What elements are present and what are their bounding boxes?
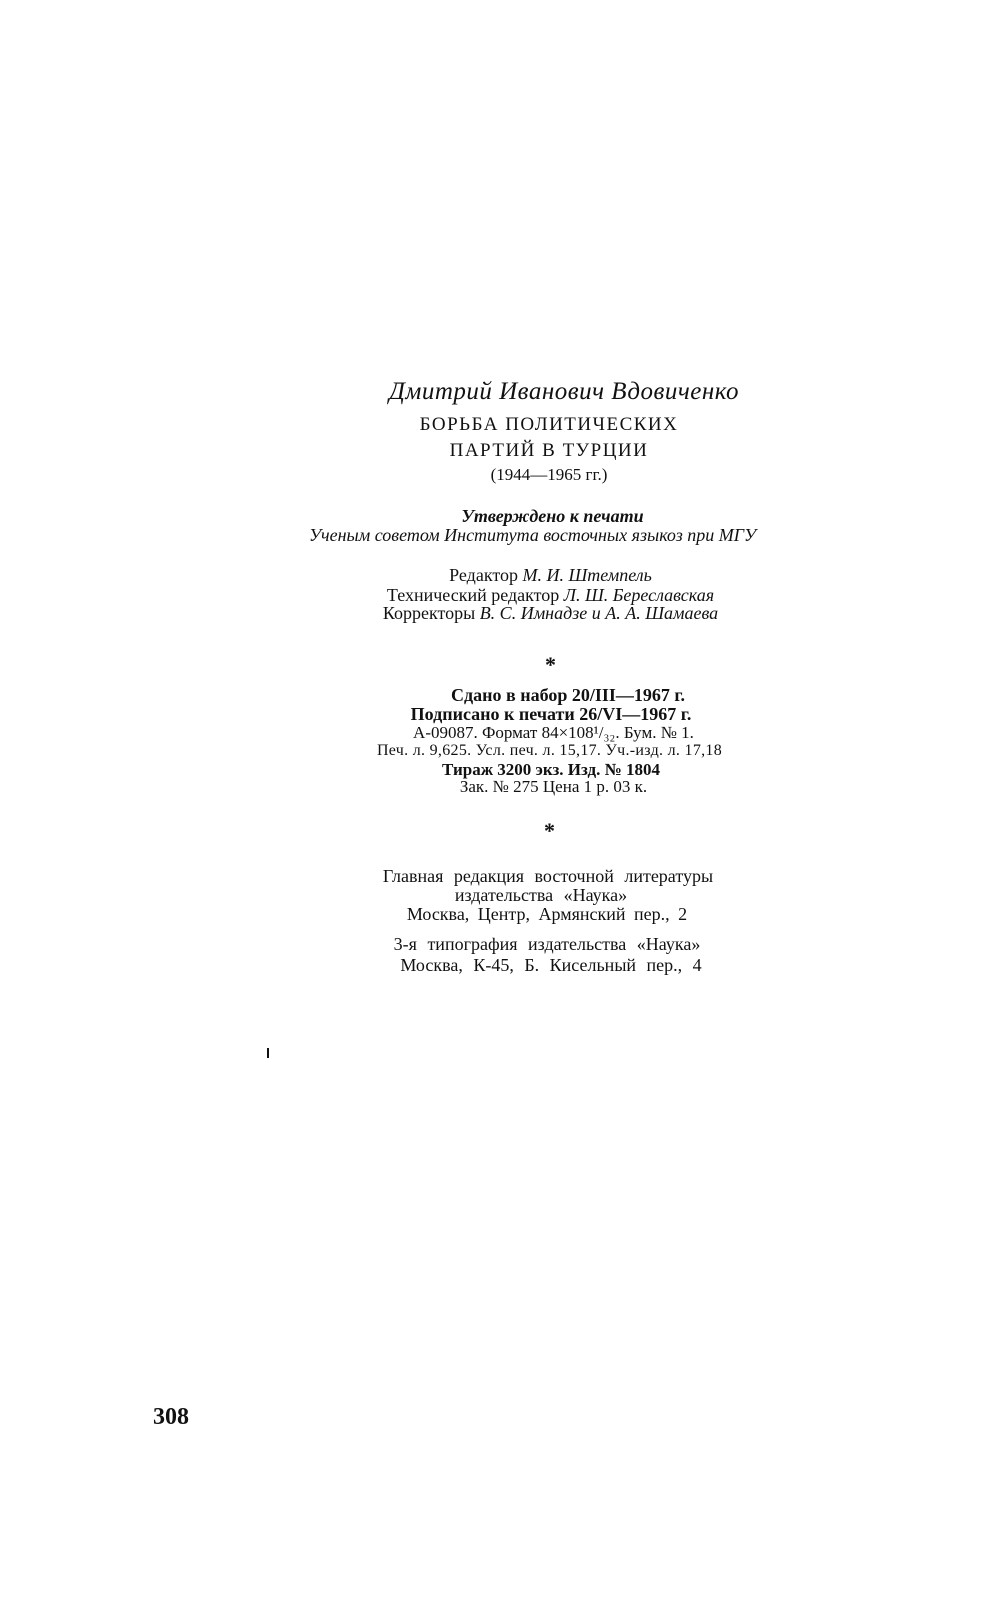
imprint-line-6-text: Зак. № 275 Цена 1 р. 03 к. (459, 777, 648, 796)
imprint-line-3-text: А-09087. Формат 84×108¹/₃₂. Бум. № 1. (413, 723, 694, 742)
imprint-line-2-text: Подписано к печати 26/VI—1967 г. (410, 704, 692, 724)
separator-asterisk: * (544, 818, 555, 843)
book-years (0, 466, 1006, 483)
imprint-line-5 (0, 761, 1006, 778)
proofreaders-names: В. С. Имнадзе и А. А. Шамаева (479, 603, 719, 623)
author-name (0, 379, 1006, 404)
book-title-line-1 (0, 415, 1006, 434)
imprint-line-1-text: Сдано в набор 20/III—1967 г. (451, 685, 685, 705)
imprint-line-2 (0, 705, 1006, 723)
tech-editor-label: Технический редактор (386, 585, 560, 605)
title-line-2-text: ПАРТИЙ В ТУРЦИИ (449, 440, 649, 461)
printer-line-2-text: Москва, К-45, Б. Кисельный пер., 4 (400, 955, 702, 975)
printer-line-2 (0, 956, 1006, 974)
approval-line-2 (0, 526, 1006, 544)
imprint-line-6 (0, 778, 1006, 795)
approval-line-1 (0, 507, 1006, 525)
title-line-1-text: БОРЬБА ПОЛИТИЧЕСКИХ (419, 414, 679, 435)
imprint-line-3 (0, 724, 1006, 741)
printer-line-1-text: 3-я типография издательства «Наука» (393, 934, 701, 954)
approval-line-1-text: Утверждено к печати (461, 506, 644, 526)
proofreaders-label: Корректоры (382, 603, 476, 623)
tech-editor-name: Л. Ш. Береславская (563, 585, 715, 605)
stray-mark (267, 1048, 269, 1058)
publisher-line-1 (0, 867, 1006, 885)
publisher-line-2 (0, 886, 1006, 904)
editor-label: Редактор (449, 565, 518, 585)
approval-line-2-text: Ученым советом Института восточных языкоз при МГУ (308, 525, 757, 545)
imprint-line-4-text: Печ. л. 9,625. Усл. печ. л. 15,17. Уч.-изд. л. 17,18 (376, 742, 723, 759)
editor-name: М. И. Штемпель (522, 565, 652, 585)
tech-editor-line (0, 586, 1006, 604)
author-text: Дмитрий Иванович Вдовиченко (388, 378, 740, 405)
editor-line (0, 566, 1006, 584)
imprint-line-5-text: Тираж 3200 экз. Изд. № 1804 (442, 760, 660, 779)
publisher-line-3-text: Москва, Центр, Армянский пер., 2 (406, 904, 688, 924)
printer-line-1 (0, 935, 1006, 953)
publisher-line-2-text: издательства «Наука» (454, 885, 628, 905)
publisher-line-3 (0, 905, 1006, 923)
proofreaders-line (0, 604, 1006, 622)
years-text: (1944—1965 гг.) (490, 465, 608, 484)
publisher-line-1-text: Главная редакция восточной литературы (382, 866, 714, 886)
separator-asterisk: * (545, 652, 556, 677)
imprint-line-4 (0, 743, 1006, 759)
book-title-line-2 (0, 441, 1006, 460)
imprint-line-1 (0, 686, 1006, 704)
page-number: 308 (153, 1404, 189, 1430)
